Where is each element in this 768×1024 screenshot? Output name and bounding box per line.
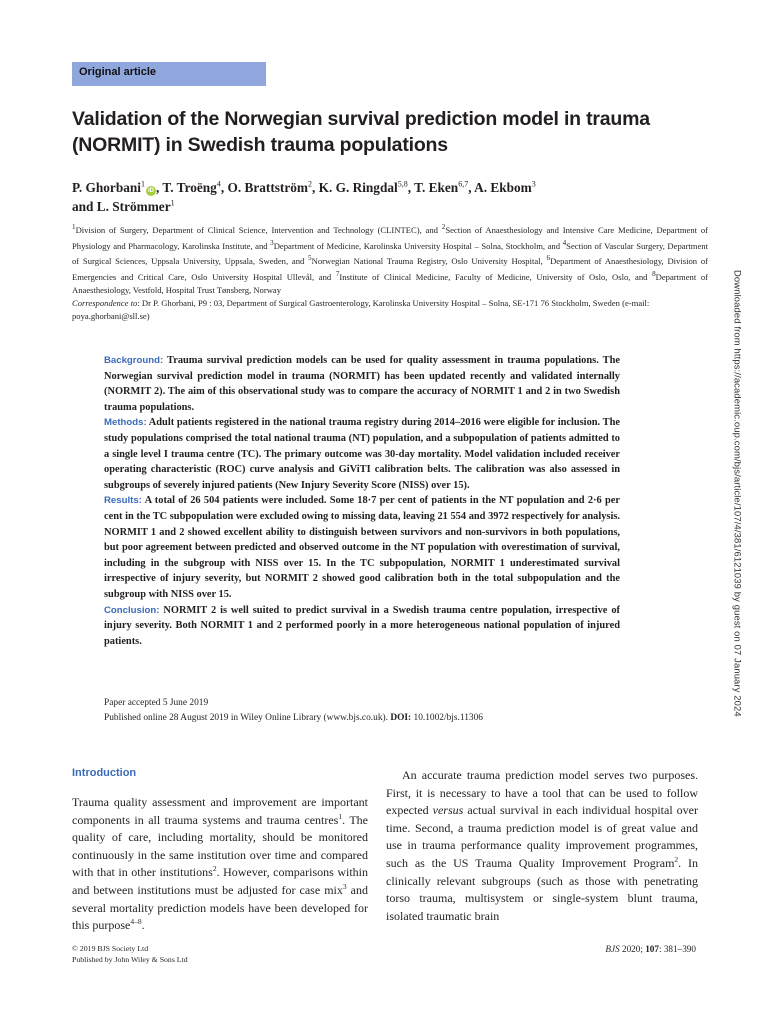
orcid-icon[interactable]: iD [147, 188, 154, 194]
journal-name: BJS [605, 944, 620, 954]
copyright-text: © 2019 BJS Society Ltd [72, 944, 149, 953]
author-affil-ref: 1 [170, 198, 175, 208]
body-text: Trauma quality assessment and improvement are important components in all trauma systems and trauma centres [72, 795, 368, 827]
affil-number: 4 [562, 238, 567, 247]
author-name[interactable]: P. Ghorbani [72, 180, 141, 195]
author-affil-ref: 1 [140, 179, 145, 189]
author-affil-ref: 5,8 [397, 179, 408, 189]
abstract-background [104, 353, 620, 415]
author-affil-ref: 3 [531, 179, 536, 189]
author-name[interactable]: , A. Ekbom [468, 180, 532, 195]
abstract-conclusion [104, 603, 620, 650]
abstract-results-label: Results: [104, 495, 142, 507]
download-watermark [728, 270, 748, 760]
body-column-right [386, 767, 698, 925]
affil-text: Section of Anaesthesiology and Intensive Care Medicine, Department of Physiology and Pharmacology, Karolinska Institute, and [72, 224, 708, 251]
affil-text: Department of Anaesthesiology, Vestfold, Hospital Trust Tønsberg, Norway [72, 271, 708, 295]
body-text: An accurate trauma prediction model serves two purposes. First, it is necessary to have a tool that can be used to follow expected [386, 768, 698, 818]
affil-text: Institute of Clinical Medicine, Faculty of Medicine, University of Oslo, Oslo, and [339, 271, 653, 282]
affil-number: 6 [546, 254, 551, 263]
footer-citation [565, 944, 696, 954]
abstract [104, 353, 620, 649]
correspondence-label: Correspondence to [72, 298, 138, 308]
affil-number: 8 [652, 269, 656, 278]
footer-copyright [72, 944, 188, 965]
body-column-left [72, 794, 368, 935]
affil-number: 7 [335, 269, 340, 278]
article-type-label: Original article [79, 66, 157, 78]
abstract-methods [104, 415, 620, 493]
introduction-heading: Introduction [72, 767, 137, 779]
citation-ref[interactable]: 2 [212, 864, 217, 874]
body-italic: versus [432, 803, 464, 818]
author-affil-ref: 4 [216, 179, 221, 189]
abstract-background-label: Background: [104, 355, 164, 366]
publisher-text: Published by John Wiley & Sons Ltd [72, 954, 188, 964]
publication-dates [104, 696, 624, 726]
abstract-results [104, 493, 620, 602]
affil-text: Division of Surgery, Department of Clinical Science, Intervention and Technology (CLINTEC), and [75, 224, 442, 235]
author-affil-ref: 2 [307, 179, 312, 189]
doi-link[interactable]: 10.1002/bjs.11306 [411, 713, 483, 723]
affil-number: 5 [308, 254, 312, 263]
body-text: . [141, 918, 145, 933]
abstract-conclusion-text: NORMIT 2 is well suited to predict survival in a Swedish trauma centre population, irrespective of injury severity. Both NORMIT 1 and 2 performed poorly in a more heterogeneous national population of injured patients. [104, 604, 620, 647]
abstract-methods-text: Adult patients registered in the national trauma registry during 2014–2016 were eligible for inclusion. The study populations comprised the total national trauma (NT) population, and a subpopulation of patients admitted to a single level I trauma centre (TC). The primary outcome was 30-day mortality. Model validation included receiver operating characteristic (ROC) curve analysis and GiViTI calibration belts. The calibration was also assessed in subgroups of severely injured patients (New Injury Severity Score (NISS) over 15). [104, 417, 620, 491]
body-text: and several mortality prediction models have been developed for this purpose [72, 882, 368, 933]
citation-ref[interactable]: 3 [342, 881, 347, 891]
citation-ref[interactable]: 1 [338, 811, 343, 821]
author-name[interactable]: , K. G. Ringdal [311, 180, 398, 195]
affil-number: 3 [270, 238, 274, 247]
doi-label: DOI: [390, 713, 412, 723]
abstract-background-text: Trauma survival prediction models can be used for quality assessment in trauma populations. The Norwegian survival prediction model in trauma (NORMIT) has been updated recently and validated internally (NORMIT 2). The aim of this observational study was to compare the accuracy of NORMIT 1 and 2 in two Swedish trauma populations. [104, 355, 620, 413]
journal-year: 2020; [619, 944, 646, 954]
abstract-results-text: A total of 26 504 patients were included. Some 18·7 per cent of patients in the NT population and 2·6 per cent in the TC subpopulation were excluded owing to missing data, leaving 21 554 and 3972 respectively for analysis. NORMIT 1 and 2 showed excellent ability to distinguish between survivors and non-survivors in both populations, but poor agreement between predicted and observed outcome in the NT population with overestimation of survival, including in the subgroup with NISS over 15. In the TC subpopulation, NORMIT 1 underestimated survival irrespective of injury severity, but NORMIT 2 showed good calibration both in the total subpopulation and the subgroup with NISS over 15. [104, 495, 620, 600]
article-title: Validation of the Norwegian survival prediction model in trauma (NORMIT) in Swedish trauma populations [72, 108, 650, 156]
affil-number: 2 [441, 223, 446, 231]
author-list [72, 178, 712, 216]
affil-text: Norwegian National Trauma Registry, Oslo University Hospital, [311, 256, 547, 267]
download-note: Downloaded from https://academic.oup.com/bjs/article/107/4/381/6121039 by guest on 07 January 2024 [732, 270, 744, 717]
affil-text: Section of Vascular Surgery, Department of Surgical Sciences, Uppsala University, Uppsala, Sweden, and [72, 240, 708, 267]
citation-ref[interactable]: 2 [674, 854, 679, 864]
author-name[interactable]: and L. Strömmer [72, 199, 171, 214]
published-text[interactable]: Published online 28 August 2019 in Wiley Online Library (www.bjs.co.uk). [104, 713, 391, 723]
affiliations [72, 221, 708, 296]
abstract-conclusion-label: Conclusion: [104, 604, 160, 616]
article-type-banner [72, 62, 266, 86]
accepted-date: Paper accepted 5 June 2019 [104, 698, 209, 708]
journal-pages: : 381–390 [658, 944, 696, 954]
affil-text: Department of Anaesthesiology, Division of Emergencies and Critical Care, Oslo University Hospital Ullevål, and [72, 256, 708, 282]
affil-text: Department of Medicine, Karolinska University Hospital – Solna, Stockholm, and [273, 240, 563, 251]
body-text: . The quality of care, including mortality, should be monitored continuously in the same institution over time and compared with that in other institutions [72, 812, 368, 880]
body-text: actual survival in each individual hospital over time. Second, a trauma prediction model is of great value and use in trauma performance quality improvement programmes, such as the US Trauma Quality Improvement Program [386, 803, 698, 870]
affil-number: 1 [72, 223, 76, 231]
abstract-methods-label: Methods: [104, 417, 147, 429]
citation-ref[interactable]: 4–8 [130, 917, 142, 927]
author-name[interactable]: , O. Brattström [220, 180, 308, 195]
author-name[interactable]: , T. Eken [407, 180, 459, 195]
correspondence [72, 297, 708, 323]
published-line [104, 711, 624, 726]
author-affil-ref: 6,7 [458, 179, 469, 189]
body-text: . However, comparisons within and between institutions must be adjusted for case mix [72, 865, 368, 897]
journal-volume: 107 [645, 944, 659, 954]
correspondence-text[interactable]: : Dr P. Ghorbani, P9 : 03, Department of Surgical Gastroenterology, Karolinska University Hospital – Solna, SE-171 76 Stockholm, Sweden (e-mail: poya.ghorbani@sll.se) [72, 298, 650, 321]
body-text: . In clinically relevant subgroups (such as those with penetrating torso trauma, multisystem or single-system blunt trauma, isolated traumatic brain [386, 855, 698, 923]
author-name[interactable]: , T. Troëng [155, 180, 217, 195]
